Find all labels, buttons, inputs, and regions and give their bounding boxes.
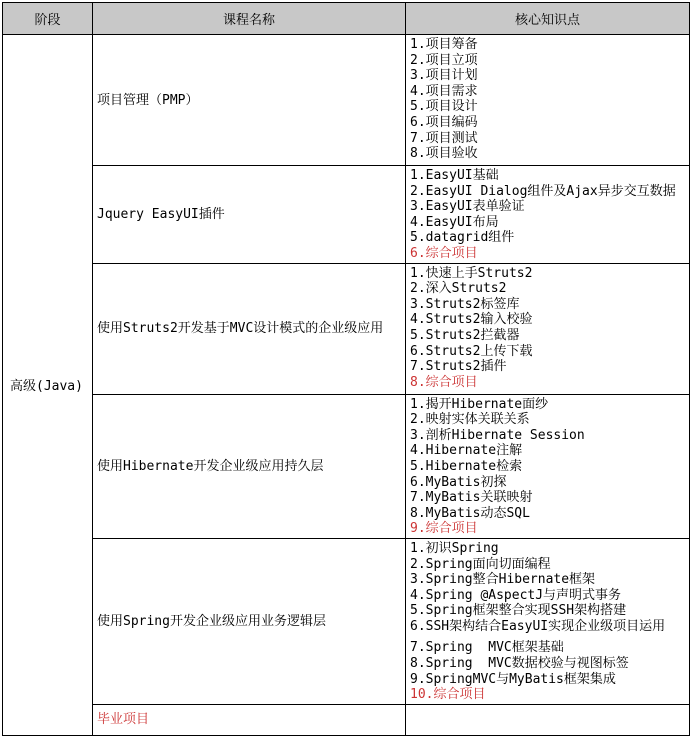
knowledge-point: 9.SpringMVC与MyBatis框架集成 <box>410 671 616 687</box>
knowledge-point: 1.揭开Hibernate面纱 <box>410 396 549 412</box>
knowledge-point: 1.快速上手Struts2 <box>410 265 533 281</box>
knowledge-point: 4.EasyUI布局 <box>410 214 499 230</box>
knowledge-point: 5.Spring框架整合实现SSH架构搭建 <box>410 603 627 619</box>
knowledge-point: 6.MyBatis初探 <box>410 474 507 490</box>
stage-cell <box>3 35 93 736</box>
course-name: 项目管理（PMP） <box>97 92 199 108</box>
course-name-cell <box>93 263 406 394</box>
header-stage: 阶段 <box>3 3 93 35</box>
knowledge-point: 2.EasyUI Dialog组件及Ajax异步交互数据 <box>410 183 676 199</box>
knowledge-point: 1.EasyUI基础 <box>410 168 499 183</box>
knowledge-point: 2.映射实体关联关系 <box>410 412 530 428</box>
knowledge-points-cell <box>406 166 690 264</box>
course-row <box>3 263 690 394</box>
knowledge-point: 6.SSH架构结合EasyUI实现企业级项目运用 <box>410 618 666 634</box>
header-course-name: 课程名称 <box>93 3 406 35</box>
knowledge-point: 2.深入Struts2 <box>410 281 507 297</box>
knowledge-points-cell <box>406 263 690 394</box>
knowledge-point: 4.Struts2输入校验 <box>410 312 533 328</box>
knowledge-points-cell <box>406 538 690 704</box>
course-name: 使用Hibernate开发企业级应用持久层 <box>97 458 324 474</box>
course-row <box>3 538 690 704</box>
knowledge-point: 8.综合项目 <box>410 374 478 390</box>
course-name-cell <box>93 394 406 538</box>
course-name-cell <box>93 35 406 166</box>
knowledge-point: 6.综合项目 <box>410 245 478 261</box>
curriculum-table <box>2 2 690 736</box>
course-name-cell <box>93 538 406 704</box>
knowledge-points-cell <box>406 704 690 735</box>
knowledge-point: 3.Spring整合Hibernate框架 <box>410 572 596 588</box>
knowledge-point: 8.Spring MVC数据校验与视图标签 <box>410 656 629 672</box>
table-header <box>3 3 690 35</box>
knowledge-points-cell <box>406 394 690 538</box>
knowledge-point: 3.Struts2标签库 <box>410 296 520 312</box>
course-name-cell <box>93 166 406 264</box>
knowledge-point: 1.项目筹备 <box>410 37 478 52</box>
knowledge-point: 4.项目需求 <box>410 83 478 99</box>
course-row <box>3 704 690 735</box>
knowledge-point: 5.datagrid组件 <box>410 230 515 246</box>
knowledge-point: 2.Spring面向切面编程 <box>410 556 551 572</box>
knowledge-point: 6.Struts2上传下载 <box>410 343 533 359</box>
course-name: Jquery EasyUI插件 <box>97 206 225 222</box>
knowledge-point: 7.MyBatis关联映射 <box>410 490 533 506</box>
course-row <box>3 35 690 166</box>
knowledge-point: 5.Hibernate检索 <box>410 458 523 474</box>
knowledge-point: 4.Hibernate注解 <box>410 443 523 459</box>
knowledge-point: 1.初识Spring <box>410 540 499 556</box>
knowledge-point: 4.Spring @AspectJ与声明式事务 <box>410 587 622 603</box>
knowledge-point: 7.Struts2插件 <box>410 359 507 375</box>
knowledge-point: 5.项目设计 <box>410 99 478 115</box>
course-row <box>3 394 690 538</box>
knowledge-point: 8.项目验收 <box>410 146 478 162</box>
stage-label: 高级(Java) <box>10 379 83 395</box>
knowledge-point: 3.剖析Hibernate Session <box>410 427 585 443</box>
header-row <box>3 3 690 35</box>
knowledge-point: 3.EasyUI表单验证 <box>410 199 525 215</box>
course-name: 使用Struts2开发基于MVC设计模式的企业级应用 <box>97 321 384 337</box>
knowledge-points-cell <box>406 35 690 166</box>
knowledge-point: 7.项目测试 <box>410 130 478 146</box>
course-rows <box>3 35 690 736</box>
course-name-cell <box>93 704 406 735</box>
header-knowledge-points: 核心知识点 <box>406 3 690 35</box>
knowledge-point: 6.项目编码 <box>410 114 478 130</box>
knowledge-point: 3.项目计划 <box>410 68 478 84</box>
course-row <box>3 166 690 264</box>
knowledge-point: 5.Struts2拦截器 <box>410 327 520 343</box>
course-name: 毕业项目 <box>97 712 150 728</box>
knowledge-point: 8.MyBatis动态SQL <box>410 505 530 521</box>
knowledge-point: 9.综合项目 <box>410 521 478 537</box>
knowledge-point: 7.Spring MVC框架基础 <box>410 640 564 656</box>
knowledge-point: 2.项目立项 <box>410 52 478 68</box>
knowledge-point: 10.综合项目 <box>410 687 486 703</box>
course-name: 使用Spring开发企业级应用业务逻辑层 <box>97 613 326 629</box>
